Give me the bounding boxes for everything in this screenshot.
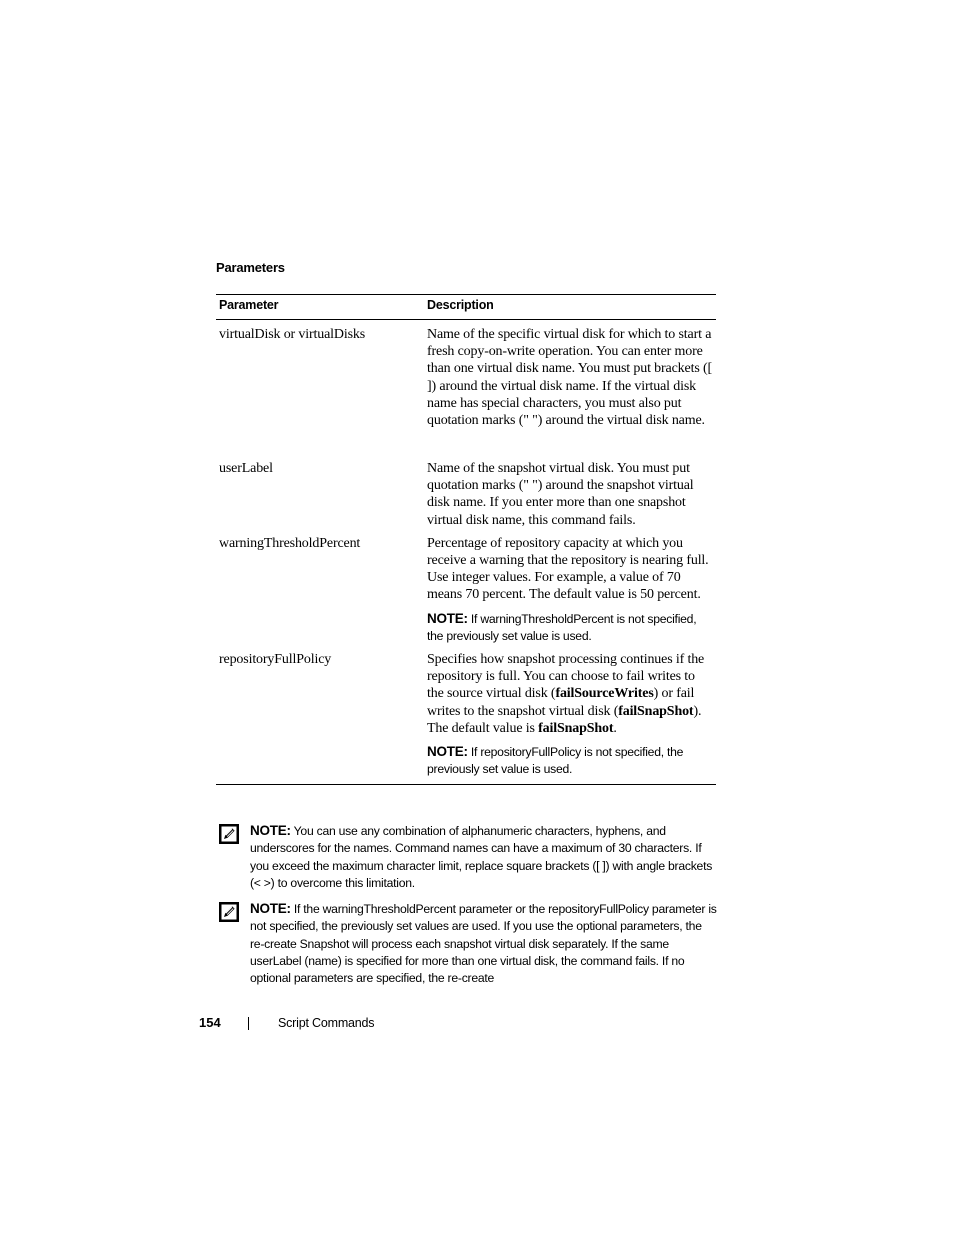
default-value: failSnapShot: [538, 720, 614, 736]
note-parameter: warningThresholdPercent: [480, 611, 614, 626]
section-heading: Parameters: [216, 260, 285, 275]
parameter-cell: userLabel: [219, 461, 273, 476]
description-part: .: [613, 720, 617, 736]
parameters-table: [216, 294, 716, 785]
option-fail-snapshot: failSnapShot: [618, 703, 694, 719]
parameter-cell: repositoryFullPolicy: [216, 645, 424, 785]
table-row: [216, 454, 716, 529]
description-text: Name of the specific virtual disk for which to start a fresh copy-on-write operation. You can enter more than one virtual disk name. You must put brackets ([ ]) around the virtual disk name. If the virtual disk name has special characters, you must also put quotation marks (" ") around the virtual disk name.: [427, 327, 712, 429]
page-number: 154: [199, 1015, 221, 1030]
note-body: [250, 900, 717, 987]
description-part: ) or fail writes to the snapshot virtual disk (: [427, 686, 695, 719]
description-cell: [424, 645, 716, 785]
parameter-cell: warningThresholdPercent: [219, 535, 361, 551]
note-label: NOTE:: [250, 823, 291, 838]
description-part: ). The default value is: [427, 703, 702, 736]
note-pencil-icon: [219, 824, 239, 844]
note-block: [219, 900, 717, 987]
note-pre-text: If: [470, 745, 478, 760]
note-label: NOTE:: [427, 744, 468, 760]
table-row: [216, 320, 716, 455]
note-text: If the warningThresholdPercent parameter or the repositoryFullPolicy parameter is not specified, the previously set values are used. If you use the optional parameters, the re-create Snapshot will process each snapshot virtual disk separately. If the same userLabel (name) is specified for more than one virtual disk, the command fails. If no optional parameters are specified, the re-create: [250, 902, 717, 986]
description-cell: [424, 529, 716, 645]
note-block: [219, 822, 717, 892]
description-text: [427, 651, 713, 737]
table-header-row: [216, 295, 716, 320]
description-cell: [424, 454, 716, 529]
note-label: NOTE:: [250, 901, 291, 916]
option-fail-source-writes: failSourceWrites: [555, 686, 654, 702]
note-body: [250, 822, 717, 892]
cell-note: [427, 743, 713, 778]
description-text: Percentage of repository capacity at which you receive a warning that the repository is nearing full. Use integer values. For example, a value of 70 means 70 percent. The default value is 50 percent.: [427, 535, 709, 603]
note-parameter: repositoryFullPolicy: [480, 745, 581, 760]
footer-chapter-title: Script Commands: [278, 1016, 375, 1030]
note-post-text: is not specified, the previously set value is used.: [427, 745, 684, 777]
parameter-cell: virtualDisk or virtualDisks: [219, 327, 366, 342]
description-part: Specifies how snapshot processing continues if the repository is full. You can choose to fail writes to the source virtual disk (: [427, 652, 705, 702]
footer-separator: [248, 1017, 249, 1030]
column-header-description: Description: [424, 295, 716, 320]
note-label: NOTE:: [427, 610, 468, 626]
note-post-text: is not specified, the previously set value is used.: [427, 611, 697, 643]
table-row: [216, 529, 716, 645]
note-text: You can use any combination of alphanumeric characters, hyphens, and underscores for the names. Command names can have a maximum of 30 characters. If you exceed the maximum character limit, replace square brackets ([ ]) with angle brackets (< >) to overcome this limitation.: [250, 824, 713, 890]
description-text: Name of the snapshot virtual disk. You must put quotation marks (" ") around the snapshot virtual disk name. If you enter more than one snapshot virtual disk name, this command fails.: [427, 461, 694, 528]
note-pencil-icon: [219, 902, 239, 922]
description-cell: [424, 320, 716, 455]
note-pre-text: If: [470, 611, 478, 626]
column-header-parameter: Parameter: [216, 295, 424, 320]
cell-note: [427, 610, 713, 645]
table-row: [216, 645, 716, 785]
